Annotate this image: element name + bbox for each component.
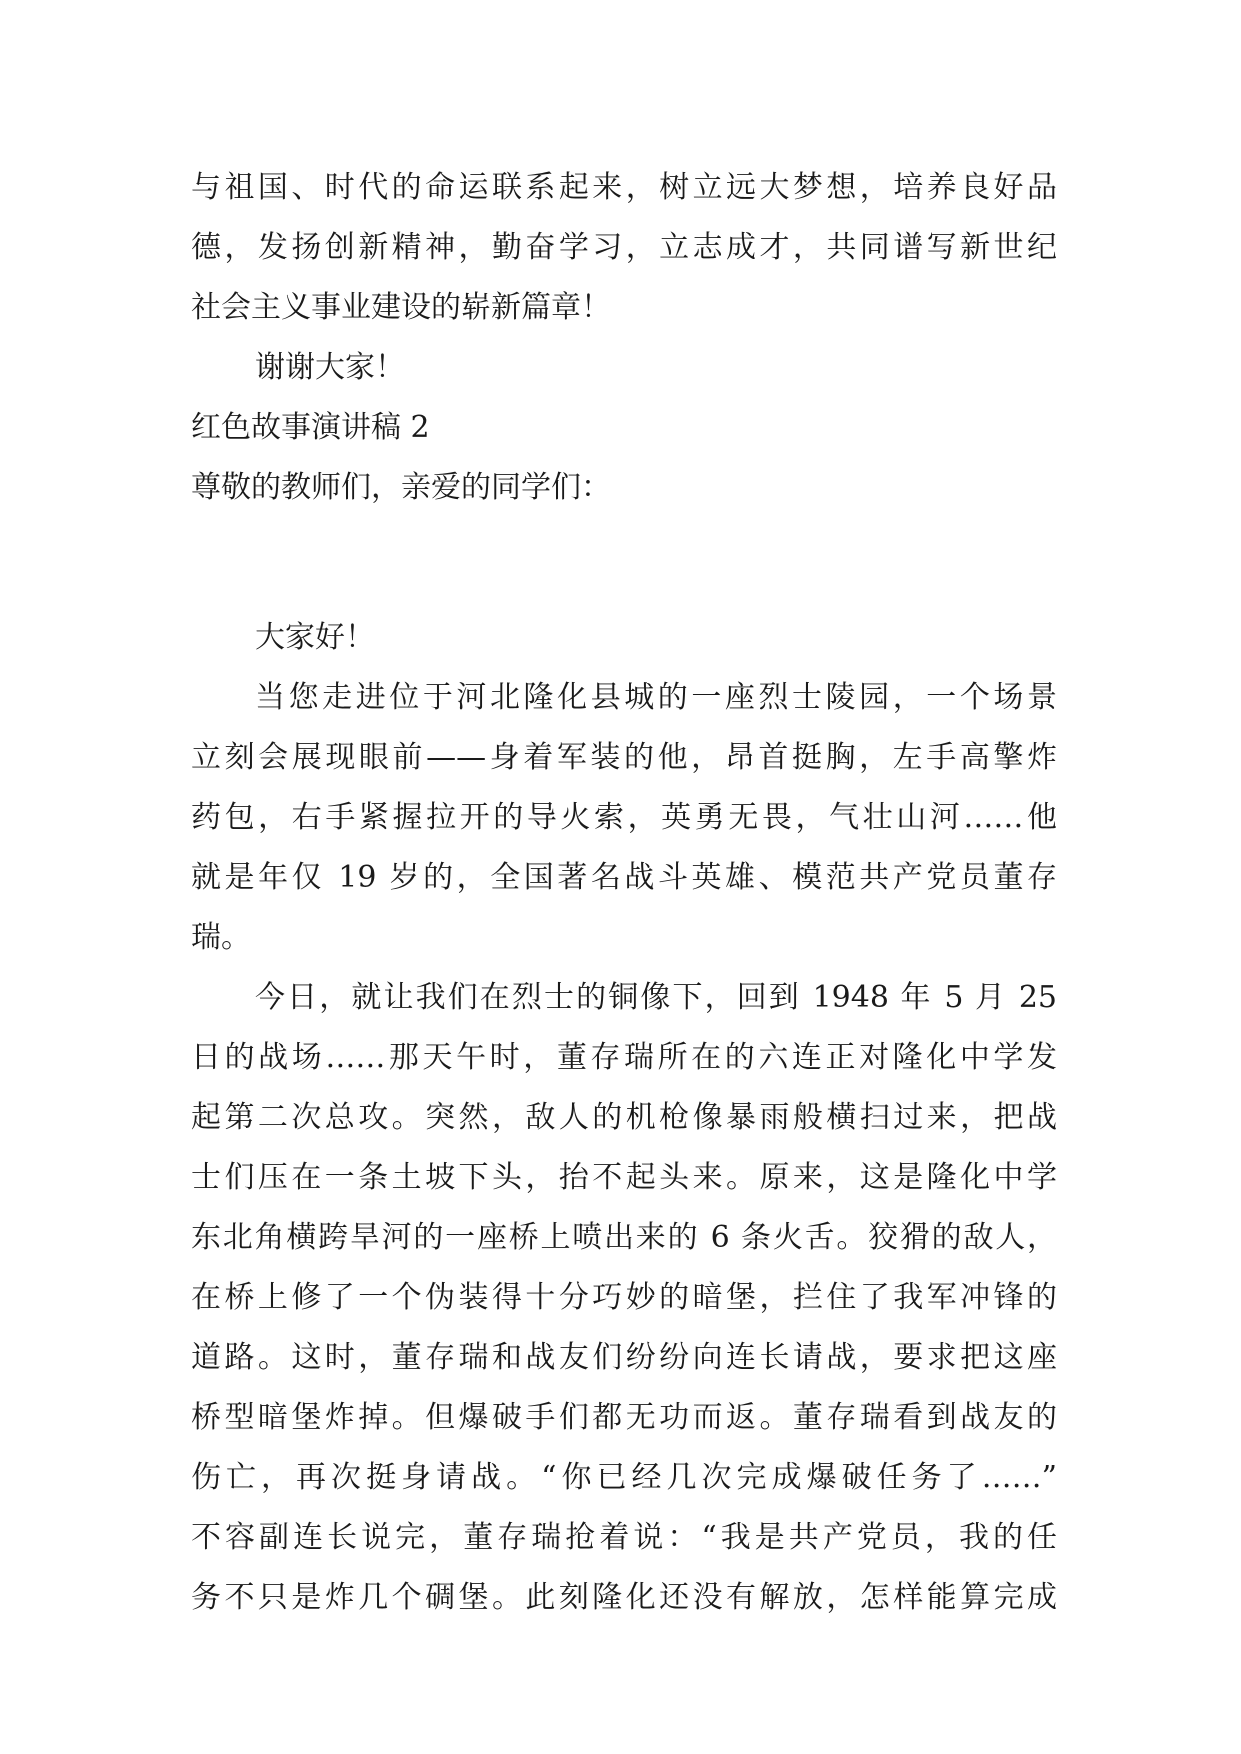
- thanks-line: 谢谢大家！: [255, 350, 405, 385]
- paragraph-1: [191, 668, 1057, 968]
- text-line: 与祖国、时代的命运联系起来，树立远大梦想，培养良好品: [191, 170, 1057, 205]
- text-line: 在桥上修了一个伪装得十分巧妙的暗堡，拦住了我军冲锋的: [191, 1280, 1057, 1315]
- text-line: 就是年仅 19 岁的，全国著名战斗英雄、模范共产党员董存: [191, 860, 1057, 895]
- text-line: 士们压在一条土坡下头，抬不起头来。原来，这是隆化中学: [191, 1160, 1057, 1195]
- blank-space: [191, 518, 1057, 608]
- text-line: 瑞。: [191, 920, 251, 955]
- text-line: 务不只是炸几个碉堡。此刻隆化还没有解放，怎样能算完成: [191, 1580, 1057, 1615]
- salutation: 尊敬的教师们，亲爱的同学们：: [191, 470, 611, 505]
- closing-paragraph: [191, 158, 1057, 338]
- text-line: 立刻会展现眼前——身着军装的他，昂首挺胸，左手高擎炸: [191, 740, 1057, 775]
- greeting: 大家好！: [255, 620, 375, 655]
- text-line: 药包，右手紧握拉开的导火索，英勇无畏，气壮山河……他: [191, 800, 1057, 835]
- text-line: 桥型暗堡炸掉。但爆破手们都无功而返。董存瑞看到战友的: [191, 1400, 1057, 1435]
- text-line: 德，发扬创新精神，勤奋学习，立志成才，共同谱写新世纪: [191, 230, 1057, 265]
- paragraph-2: [191, 968, 1057, 1628]
- text-line: 东北角横跨旱河的一座桥上喷出来的 6 条火舌。狡猾的敌人，: [191, 1220, 1057, 1255]
- text-line: 日的战场……那天午时，董存瑞所在的六连正对隆化中学发: [191, 1040, 1057, 1075]
- text-line: 伤亡，再次挺身请战。“你已经几次完成爆破任务了……”: [191, 1460, 1057, 1495]
- text-line: 社会主义事业建设的崭新篇章！: [191, 290, 611, 325]
- document-page: [191, 158, 1057, 1628]
- text-line: 不容副连长说完，董存瑞抢着说：“我是共产党员，我的任: [191, 1520, 1057, 1555]
- text-line: 今日，就让我们在烈士的铜像下，回到 1948 年 5 月 25: [255, 980, 1057, 1015]
- section-title: 红色故事演讲稿 2: [191, 410, 430, 445]
- text-line: 当您走进位于河北隆化县城的一座烈士陵园，一个场景: [255, 680, 1057, 715]
- text-line: 起第二次总攻。突然，敌人的机枪像暴雨般横扫过来，把战: [191, 1100, 1057, 1135]
- text-line: 道路。这时，董存瑞和战友们纷纷向连长请战，要求把这座: [191, 1340, 1057, 1375]
